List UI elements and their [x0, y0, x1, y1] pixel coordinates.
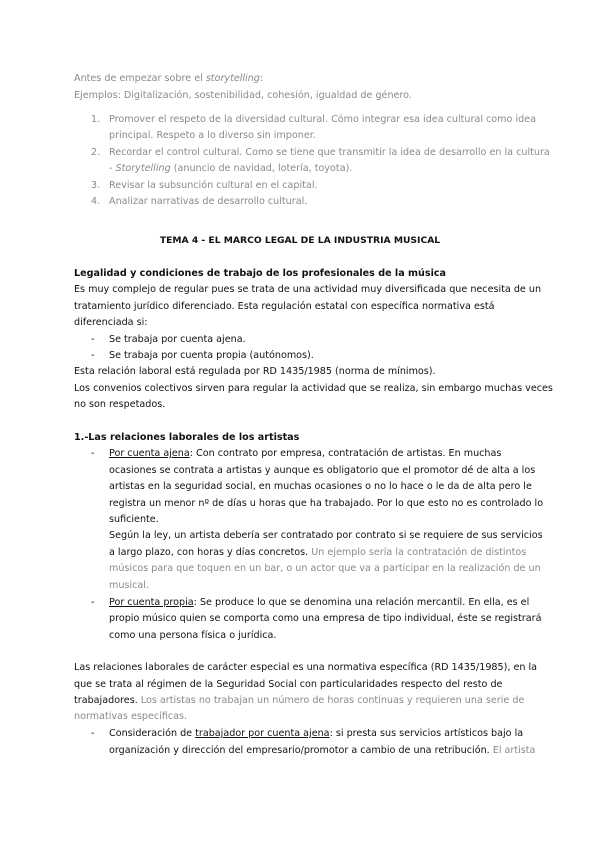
bullet-item-cont: artistas en la seguridad social, en muchas ocasiones o no lo hace o le da de alta pero le	[109, 481, 532, 492]
paragraph-line: Esta relación laboral está regulada por RD 1435/1985 (norma de mínimos).	[74, 366, 436, 377]
bullet-item-cont: musical.	[109, 580, 149, 591]
paragraph-line: diferenciada si:	[74, 317, 148, 328]
list-number: 2.	[91, 147, 101, 158]
section-heading: Legalidad y condiciones de trabajo de los profesionales de la música	[74, 268, 447, 279]
paragraph-line: tratamiento jurídico diferenciado. Esta regulación estatal con específica normativa está	[74, 301, 495, 312]
bullet-item-cont: Según la ley, un artista debería ser contratado por contrato si se requiere de sus servicios	[109, 530, 543, 541]
bullet-item: Se trabaja por cuenta propia (autónomos).	[109, 350, 314, 361]
list-item-cont: - Storytelling (anuncio de navidad, lotería, toyota).	[109, 163, 353, 174]
intro-line-2: Ejemplos: Digitalización, sostenibilidad, cohesión, igualdad de género.	[74, 90, 412, 101]
bullet-item: Se trabaja por cuenta ajena.	[109, 334, 246, 345]
paragraph-line: Los convenios colectivos sirven para regular la actividad que se realiza, sin embargo muchas veces	[74, 383, 553, 394]
bullet-dash: -	[91, 597, 95, 608]
list-number: 1.	[91, 114, 101, 125]
paragraph-line: que se trata al régimen de la Seguridad Social con particularidades respecto del resto de	[74, 679, 503, 690]
bullet-dash: -	[91, 350, 95, 361]
bullet-item: Por cuenta ajena: Con contrato por empresa, contratación de artistas. En muchas	[109, 448, 502, 459]
bullet-dash: -	[91, 728, 95, 739]
list-item: Revisar la subsunción cultural en el capital.	[109, 180, 318, 191]
bullet-item: Por cuenta propia: Se produce lo que se denomina una relación mercantil. En ella, es el	[109, 597, 530, 608]
bullet-item: Consideración de trabajador por cuenta ajena: si presta sus servicios artísticos bajo la	[109, 728, 524, 739]
intro-line-1: Antes de empezar sobre el storytelling:	[74, 73, 264, 84]
list-number: 3.	[91, 180, 101, 191]
section-heading: 1.-Las relaciones laborales de los artistas	[74, 432, 300, 443]
list-item: Recordar el control cultural. Como se tiene que transmitir la idea de desarrollo en la cultura	[109, 147, 550, 158]
list-item-cont: principal. Respeto a lo diverso sin imponer.	[109, 130, 316, 141]
paragraph-line: trabajadores. Los artistas no trabajan un número de horas continuas y requieren una serie de	[74, 695, 525, 706]
bullet-dash: -	[91, 334, 95, 345]
paragraph-line: Es muy complejo de regular pues se trata de una actividad muy diversificada que necesita de un	[74, 284, 542, 295]
bullet-item-cont: ocasiones se contrata a artistas y aunque es obligatorio que el promotor dé de alta a los	[109, 465, 536, 476]
bullet-item-cont: músicos para que toquen en un bar, o un actor que va a participar en la realización de un	[109, 563, 541, 574]
page-title: TEMA 4 - EL MARCO LEGAL DE LA INDUSTRIA MUSICAL	[159, 235, 441, 246]
paragraph-line: Las relaciones laborales de carácter especial es una normativa específica (RD 1435/1985), en la	[74, 662, 538, 673]
bullet-item-cont: propio músico quien se comporta como una empresa de tipo individual, éste se registrará	[109, 613, 542, 624]
list-number: 4.	[91, 196, 101, 207]
paragraph-line: normativas específicas.	[74, 711, 188, 722]
bullet-item-cont: a largo plazo, con horas y días concretos. Un ejemplo sería la contratación de distintos	[109, 547, 527, 558]
bullet-item-cont: suficiente.	[109, 514, 159, 525]
bullet-item-cont: registra un menor nº de días u horas que ha trabajado. Por lo que esto no es controlado lo	[109, 498, 544, 509]
paragraph-line: no son respetados.	[74, 399, 166, 410]
bullet-dash: -	[91, 448, 95, 459]
bullet-item-cont: como una persona física o jurídica.	[109, 630, 277, 641]
list-item: Promover el respeto de la diversidad cultural. Cómo integrar esa idea cultural como idea	[109, 114, 536, 125]
bullet-item-cont: organización y dirección del empresario/promotor a cambio de una retribución. El artista	[109, 745, 536, 756]
list-item: Analizar narrativas de desarrollo cultural.	[109, 196, 308, 207]
